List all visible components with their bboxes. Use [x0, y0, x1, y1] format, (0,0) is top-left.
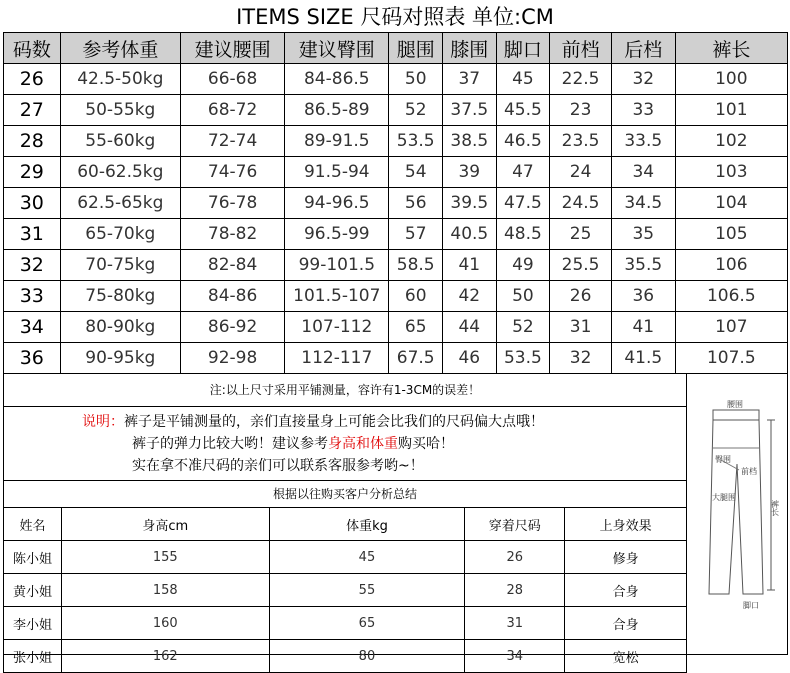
size-cell: 56 [389, 188, 443, 219]
size-cell: 36 [611, 281, 675, 312]
size-cell: 107.5 [675, 343, 787, 374]
tips-line-2-post: 购买哈！ [398, 436, 454, 452]
size-cell: 52 [389, 95, 443, 126]
size-cell: 107-112 [285, 312, 389, 343]
size-cell: 28 [4, 126, 61, 157]
size-cell: 78-82 [181, 219, 285, 250]
history-cell: 黄小姐 [4, 574, 62, 607]
size-cell: 99-101.5 [285, 250, 389, 281]
tips-line-2-pre: 裤子的弹力比较大哟！建议参考 [132, 436, 328, 452]
history-row [4, 541, 687, 574]
diagram-hem-label: 脚口 [743, 601, 759, 610]
tips-line-3: 实在拿不准尺码的亲们可以联系客服参考哟~！ [132, 458, 424, 474]
size-header-cell: 脚口 [496, 33, 550, 64]
size-cell: 46.5 [496, 126, 550, 157]
size-table-header [4, 33, 788, 64]
size-cell: 37 [443, 64, 497, 95]
size-row [4, 188, 788, 219]
size-row [4, 157, 788, 188]
size-header-cell: 前档 [550, 33, 612, 64]
history-header-cell: 身高cm [61, 508, 269, 541]
tips-line-2 [132, 433, 454, 453]
size-cell: 55-60kg [60, 126, 180, 157]
size-row [4, 219, 788, 250]
size-cell: 24.5 [550, 188, 612, 219]
tips-line-1 [82, 411, 544, 431]
history-cell: 合身 [565, 574, 687, 607]
history-cell: 李小姐 [4, 607, 62, 640]
history-header-cell: 姓名 [4, 508, 62, 541]
history-cell: 陈小姐 [4, 541, 62, 574]
size-header-cell: 建议臀围 [285, 33, 389, 64]
history-cell: 31 [465, 607, 565, 640]
history-cell: 28 [465, 574, 565, 607]
size-cell: 26 [550, 281, 612, 312]
size-cell: 90-95kg [60, 343, 180, 374]
history-cell: 55 [269, 574, 465, 607]
size-cell: 105 [675, 219, 787, 250]
size-row [4, 95, 788, 126]
tips-label: 说明： [82, 414, 124, 430]
size-cell: 35 [611, 219, 675, 250]
size-cell: 100 [675, 64, 787, 95]
size-cell: 23.5 [550, 126, 612, 157]
size-header-cell: 参考体重 [60, 33, 180, 64]
size-cell: 106 [675, 250, 787, 281]
size-cell: 47.5 [496, 188, 550, 219]
size-cell: 25 [550, 219, 612, 250]
size-cell: 40.5 [443, 219, 497, 250]
size-cell: 65 [389, 312, 443, 343]
size-cell: 31 [550, 312, 612, 343]
diagram-thigh-label: 大腿围 [712, 493, 736, 502]
history-table-body [4, 508, 687, 673]
pants-diagram [685, 374, 788, 655]
size-cell: 41.5 [611, 343, 675, 374]
size-cell: 101 [675, 95, 787, 126]
history-cell: 80 [269, 640, 465, 673]
history-cell: 张小姐 [4, 640, 62, 673]
diagram-length-label: 裤长 [770, 500, 780, 516]
history-row [4, 574, 687, 607]
size-cell: 42.5-50kg [60, 64, 180, 95]
size-cell: 91.5-94 [285, 157, 389, 188]
history-cell: 162 [61, 640, 269, 673]
size-cell: 112-117 [285, 343, 389, 374]
size-cell: 104 [675, 188, 787, 219]
size-table-body [4, 64, 788, 374]
size-cell: 101.5-107 [285, 281, 389, 312]
size-row [4, 281, 788, 312]
size-cell: 42 [443, 281, 497, 312]
history-title: 根据以往购买客户分析总结 [4, 480, 686, 507]
chart-title: ITEMS SIZE 尺码对照表 单位:CM [236, 5, 554, 29]
history-cell: 158 [61, 574, 269, 607]
size-cell: 50 [496, 281, 550, 312]
size-cell: 37.5 [443, 95, 497, 126]
notes-section [3, 374, 687, 666]
size-cell: 45 [496, 64, 550, 95]
size-cell: 67.5 [389, 343, 443, 374]
size-row [4, 312, 788, 343]
size-cell: 46 [443, 343, 497, 374]
diagram-waist-label: 腰围 [727, 400, 743, 409]
history-cell: 修身 [565, 541, 687, 574]
size-header-cell: 裤长 [675, 33, 787, 64]
size-header-cell: 码数 [4, 33, 61, 64]
size-cell: 68-72 [181, 95, 285, 126]
size-cell: 39.5 [443, 188, 497, 219]
size-cell: 84-86 [181, 281, 285, 312]
size-cell: 44 [443, 312, 497, 343]
history-row [4, 607, 687, 640]
size-cell: 76-78 [181, 188, 285, 219]
size-cell: 26 [4, 64, 61, 95]
size-cell: 84-86.5 [285, 64, 389, 95]
size-cell: 52 [496, 312, 550, 343]
tips-line-2-highlight: 身高和体重 [328, 436, 398, 452]
size-cell: 30 [4, 188, 61, 219]
size-cell: 96.5-99 [285, 219, 389, 250]
size-cell: 32 [4, 250, 61, 281]
size-cell: 106.5 [675, 281, 787, 312]
size-cell: 102 [675, 126, 787, 157]
size-cell: 60-62.5kg [60, 157, 180, 188]
size-cell: 23 [550, 95, 612, 126]
diagram-crotch-label: 前档 [741, 467, 757, 476]
size-cell: 74-76 [181, 157, 285, 188]
size-cell: 58.5 [389, 250, 443, 281]
size-cell: 86-92 [181, 312, 285, 343]
size-cell: 38.5 [443, 126, 497, 157]
size-cell: 45.5 [496, 95, 550, 126]
size-row [4, 250, 788, 281]
history-cell: 45 [269, 541, 465, 574]
size-header-cell: 腿围 [389, 33, 443, 64]
size-header-cell: 膝围 [443, 33, 497, 64]
size-cell: 80-90kg [60, 312, 180, 343]
history-header-cell: 上身效果 [565, 508, 687, 541]
size-cell: 72-74 [181, 126, 285, 157]
measurement-note: 注:以上尺寸采用平铺测量，容许有1-3CM的误差！ [4, 374, 686, 407]
history-cell: 26 [465, 541, 565, 574]
diagram-hip-label: 臀围 [715, 455, 731, 464]
size-cell: 32 [611, 64, 675, 95]
size-cell: 62.5-65kg [60, 188, 180, 219]
size-cell: 41 [611, 312, 675, 343]
size-cell: 53.5 [389, 126, 443, 157]
size-cell: 34 [611, 157, 675, 188]
history-cell: 合身 [565, 607, 687, 640]
history-table [3, 507, 687, 673]
size-cell: 50 [389, 64, 443, 95]
size-cell: 49 [496, 250, 550, 281]
history-header-cell: 体重kg [269, 508, 465, 541]
size-cell: 89-91.5 [285, 126, 389, 157]
history-row [4, 640, 687, 673]
size-cell: 29 [4, 157, 61, 188]
size-cell: 53.5 [496, 343, 550, 374]
size-cell: 34.5 [611, 188, 675, 219]
size-cell: 54 [389, 157, 443, 188]
size-cell: 50-55kg [60, 95, 180, 126]
size-cell: 39 [443, 157, 497, 188]
size-cell: 31 [4, 219, 61, 250]
size-cell: 47 [496, 157, 550, 188]
size-header-cell: 后档 [611, 33, 675, 64]
history-cell: 160 [61, 607, 269, 640]
size-table [3, 32, 788, 374]
history-header-cell: 穿着尺码 [465, 508, 565, 541]
size-header-cell: 建议腰围 [181, 33, 285, 64]
size-cell: 92-98 [181, 343, 285, 374]
size-cell: 32 [550, 343, 612, 374]
size-cell: 57 [389, 219, 443, 250]
size-cell: 33 [4, 281, 61, 312]
size-cell: 75-80kg [60, 281, 180, 312]
history-cell: 155 [61, 541, 269, 574]
history-cell: 65 [269, 607, 465, 640]
size-cell: 60 [389, 281, 443, 312]
size-cell: 22.5 [550, 64, 612, 95]
size-cell: 86.5-89 [285, 95, 389, 126]
size-cell: 27 [4, 95, 61, 126]
history-cell: 34 [465, 640, 565, 673]
size-cell: 41 [443, 250, 497, 281]
size-cell: 34 [4, 312, 61, 343]
size-cell: 24 [550, 157, 612, 188]
size-cell: 25.5 [550, 250, 612, 281]
history-cell: 宽松 [565, 640, 687, 673]
tips-line-1-text: 裤子是平铺测量的，亲们直接量身上可能会比我们的尺码偏大点哦！ [124, 414, 544, 430]
pants-outline-shape [709, 420, 763, 594]
history-header-row [4, 508, 687, 541]
size-cell: 70-75kg [60, 250, 180, 281]
size-cell: 48.5 [496, 219, 550, 250]
size-cell: 82-84 [181, 250, 285, 281]
tips-block [4, 407, 686, 483]
size-cell: 107 [675, 312, 787, 343]
size-row [4, 64, 788, 95]
waistband-shape [713, 410, 759, 420]
size-cell: 66-68 [181, 64, 285, 95]
size-cell: 33 [611, 95, 675, 126]
size-row [4, 126, 788, 157]
size-cell: 103 [675, 157, 787, 188]
size-cell: 35.5 [611, 250, 675, 281]
size-cell: 36 [4, 343, 61, 374]
size-cell: 94-96.5 [285, 188, 389, 219]
size-cell: 65-70kg [60, 219, 180, 250]
size-row [4, 343, 788, 374]
pants-diagram-svg [685, 374, 787, 654]
size-cell: 33.5 [611, 126, 675, 157]
